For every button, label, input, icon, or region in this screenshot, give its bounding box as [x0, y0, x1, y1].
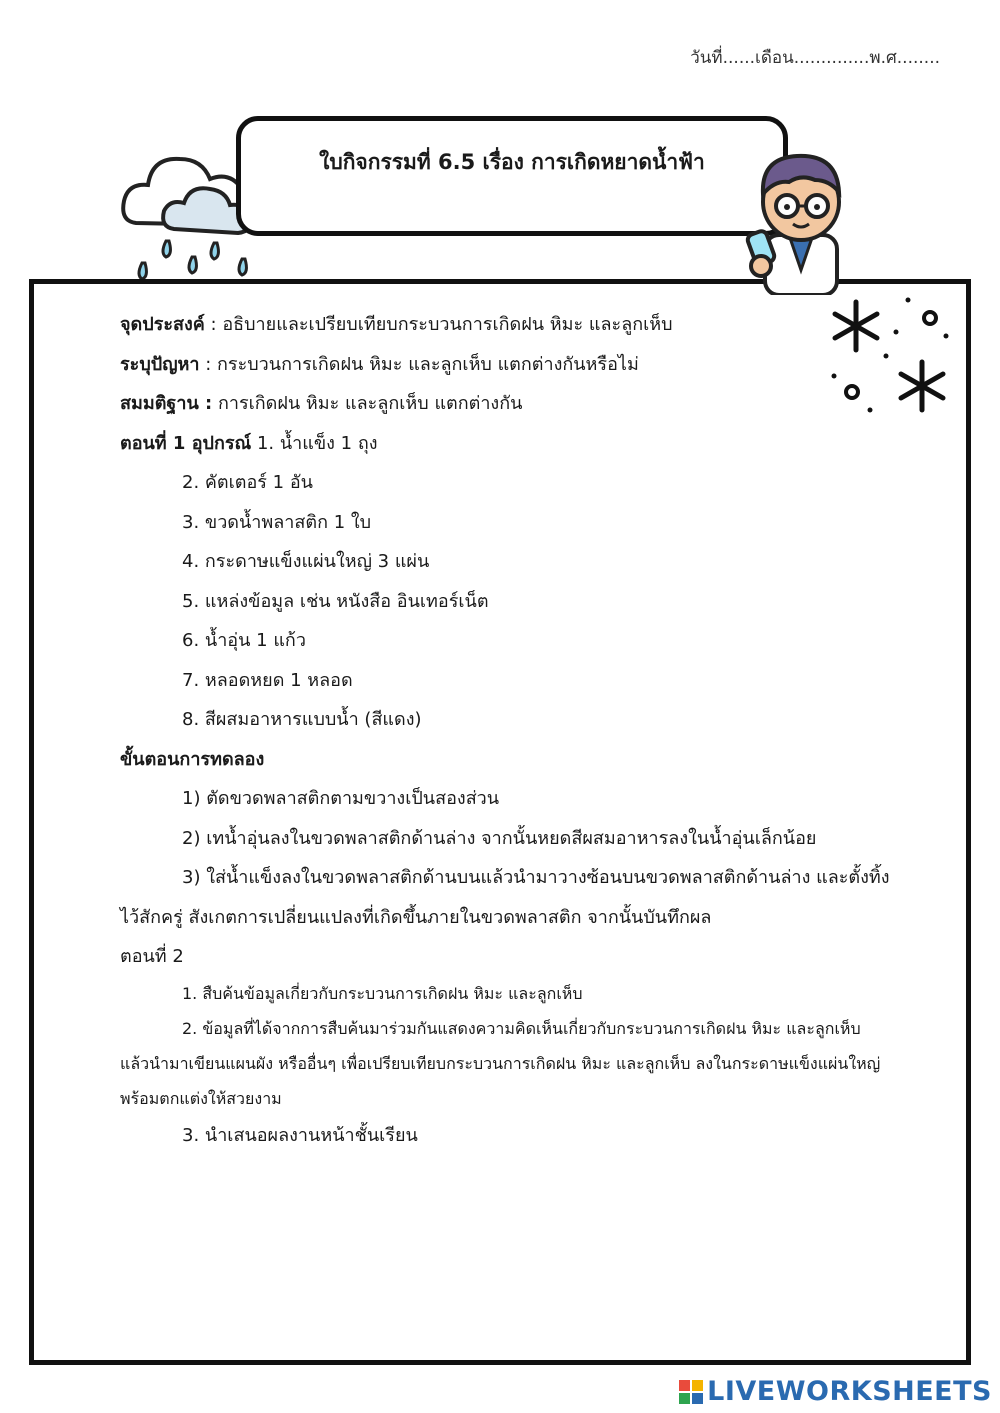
date-line: วันที่......เดือน..............พ.ศ........	[690, 48, 940, 68]
step-item: 2) เทน้ำอุ่นลงในขวดพลาสติกด้านล่าง จากนั้นหยดสีผสมอาหารลงในน้ำอุ่นเล็กน้อย	[182, 827, 817, 849]
list-item: 3. ขวดน้ำพลาสติก 1 ใบ	[182, 511, 372, 533]
objective-line: จุดประสงค์ : อธิบายและเปรียบเทียบกระบวนการเกิดฝน หิมะ และลูกเห็บ	[120, 314, 673, 335]
part2-item: 2. ข้อมูลที่ได้จากการสืบค้นมาร่วมกันแสดงความคิดเห็นเกี่ยวกับกระบวนการเกิดฝน หิมะ และลูกเห็บ แล้วนำมาเขียนแผนผัง หรืออื่นๆ เพื่อเปรียบเทียบกระบวนการเกิดฝน หิมะ และลูกเห็บ ลงในกระดาษแข็งแผ่นใหญ่ พร้อมตกแต่งให้สวยงาม	[120, 1018, 881, 1108]
part2-label: ตอนที่ 2	[120, 946, 184, 967]
list-item: 4. กระดาษแข็งแผ่นใหญ่ 3 แผ่น	[182, 551, 430, 572]
part2-item: 1. สืบค้นข้อมูลเกี่ยวกับกระบวนการเกิดฝน หิมะ และลูกเห็บ	[182, 983, 583, 1003]
problem-line: ระบุปัญหา : กระบวนการเกิดฝน หิมะ และลูกเห็บ แตกต่างกันหรือไม่	[120, 353, 639, 375]
part1-line: ตอนที่ 1 อุปกรณ์ 1. น้ำแข็ง 1 ถุง	[120, 432, 378, 454]
hypothesis-line: สมมติฐาน : การเกิดฝน หิมะ และลูกเห็บ แตกต่างกัน	[120, 393, 523, 414]
list-item: 7. หลอดหยด 1 หลอด	[182, 669, 353, 691]
part2-item: 3. นำเสนอผลงานหน้าชั้นเรียน	[182, 1124, 418, 1146]
procedure-heading: ขั้นตอนการทดลอง	[120, 748, 265, 770]
liveworksheets-logo	[679, 1376, 992, 1407]
step-item: 1) ตัดขวดพลาสติกตามขวางเป็นสองส่วน	[182, 788, 500, 809]
step-item: 3) ใส่น้ำแข็งลงในขวดพลาสติกด้านบนแล้วนำมาวางซ้อนบนขวดพลาสติกด้านล่าง และตั้งทิ้งไว้สักครู่ สังเกตการเปลี่ยนแปลงที่เกิดขึ้นภายในขวดพลาสติก จากนั้นบันทึกผล	[120, 867, 890, 928]
logo-mark-icon	[679, 1380, 703, 1404]
list-item: 8. สีผสมอาหารแบบน้ำ (สีแดง)	[182, 709, 422, 730]
worksheet-content	[120, 305, 890, 1155]
brand-name: LIVEWORKSHEETS	[707, 1376, 992, 1407]
list-item: 5. แหล่งข้อมูล เช่น หนังสือ อินเทอร์เน็ต	[182, 590, 489, 612]
page-title: ใบกิจกรรมที่ 6.5 เรื่อง การเกิดหยาดน้ำฟ้า	[319, 149, 705, 174]
list-item: 2. คัตเตอร์ 1 อัน	[182, 472, 313, 493]
list-item: 6. น้ำอุ่น 1 แก้ว	[182, 630, 306, 651]
title-box	[236, 116, 788, 236]
scientist-icon	[745, 140, 845, 295]
